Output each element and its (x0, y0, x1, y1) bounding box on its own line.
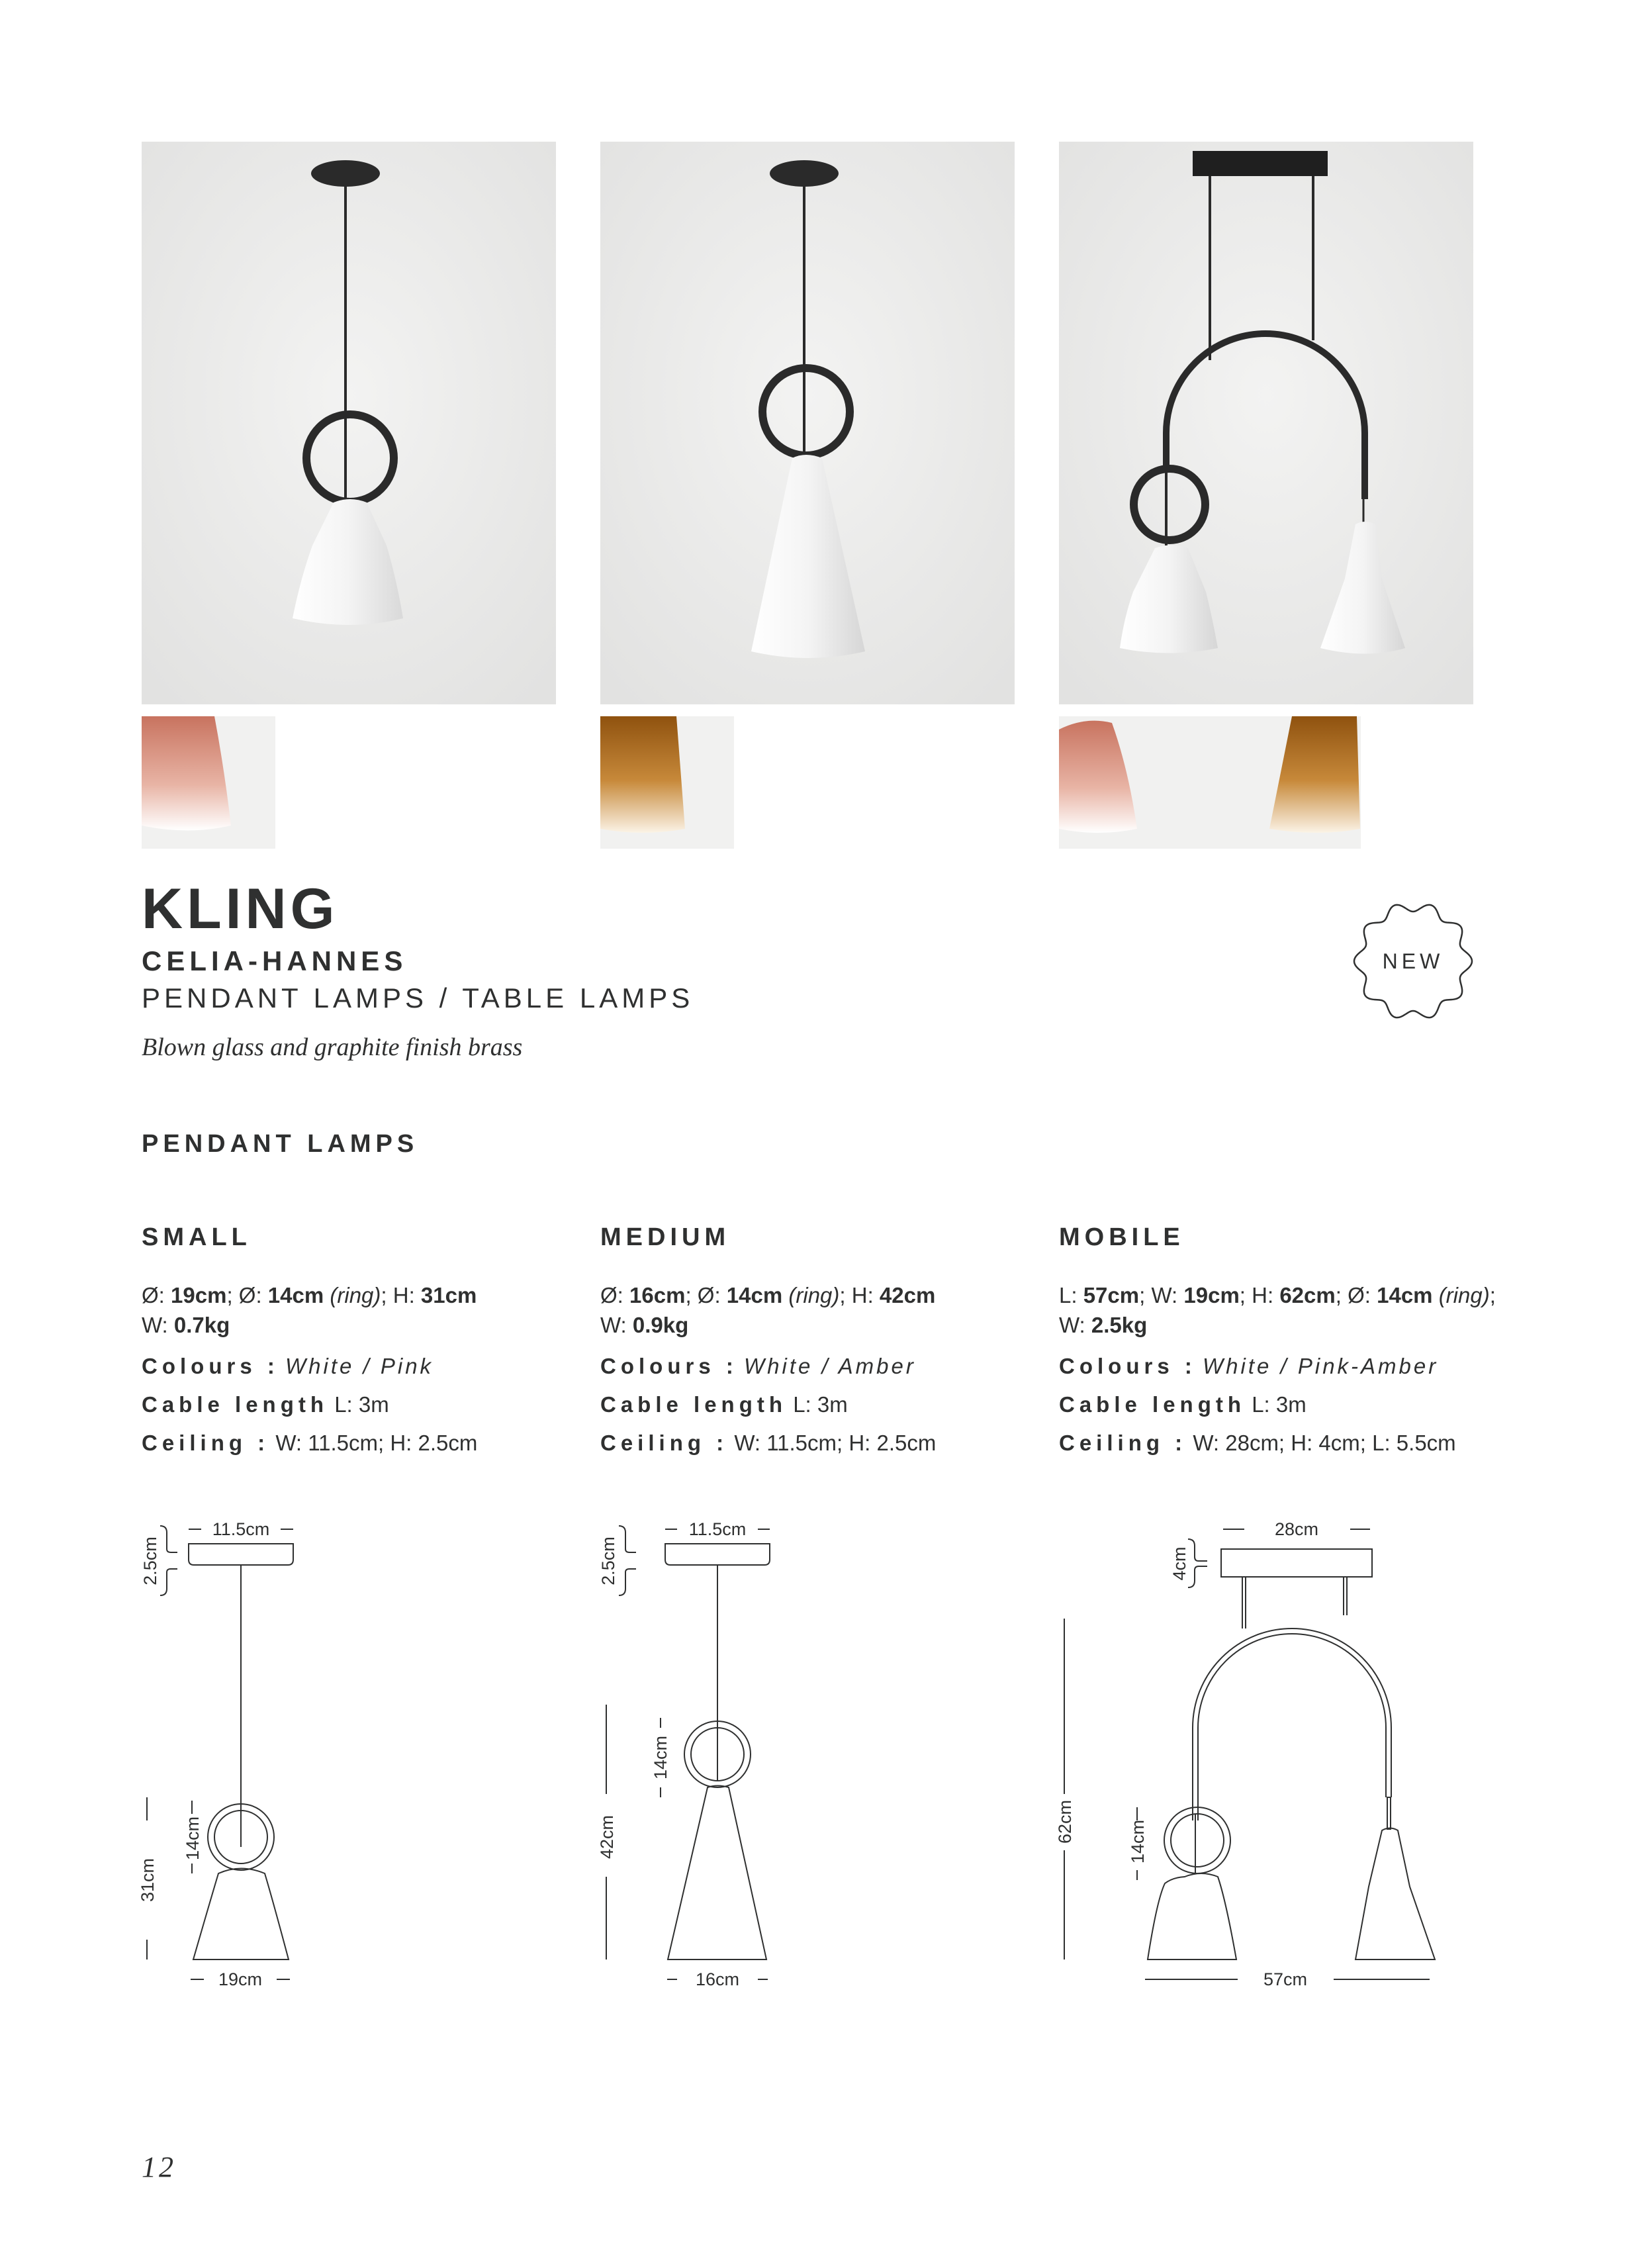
variant-dimensions: L: 57cm; W: 19cm; H: 62cm; Ø: 14cm (ring); W: 2.5kg (1059, 1283, 1496, 1337)
dim-top: 11.5cm (688, 1519, 747, 1539)
photo-mobile-pendant (1059, 142, 1473, 704)
spec-column-medium (600, 1225, 1103, 1455)
variant-name: MOBILE (1059, 1223, 1185, 1251)
photo-small-pendant (142, 142, 556, 704)
drawing-small (119, 1503, 318, 2006)
page-number: 12 (142, 2151, 176, 2183)
swatch-pink-amber-glass (1059, 716, 1361, 849)
new-badge (1347, 895, 1479, 1027)
dim-ring: 14cm (1128, 1819, 1148, 1864)
spec-column-small (142, 1225, 645, 1455)
dim-width: 16cm (695, 1969, 740, 1989)
drawing-mobile (1046, 1503, 1456, 2006)
dim-height: 42cm (597, 1815, 617, 1860)
variant-dimensions: Ø: 16cm; Ø: 14cm (ring); H: 42cm W: 0.9kg (600, 1283, 936, 1337)
dim-height: 62cm (1055, 1799, 1075, 1844)
dim-canopy: 2.5cm (140, 1536, 160, 1585)
ceiling-row: Ceiling : W: 11.5cm; H: 2.5cm (600, 1431, 937, 1455)
cable-row: Cable length L: 3m (142, 1392, 389, 1417)
cable-row: Cable length L: 3m (600, 1392, 848, 1417)
product-material: Blown glass and graphite finish brass (142, 1033, 523, 1061)
colours-row: Colours : White / Pink (142, 1354, 434, 1378)
new-badge-label: NEW (1382, 949, 1444, 973)
variant-name: MEDIUM (600, 1223, 731, 1251)
variant-name: SMALL (142, 1223, 252, 1251)
swatch-pink-glass (142, 716, 275, 849)
product-title: KLING (142, 877, 339, 941)
ceiling-row: Ceiling : W: 11.5cm; H: 2.5cm (142, 1431, 478, 1455)
product-category: PENDANT LAMPS / TABLE LAMPS (142, 982, 694, 1014)
cable-row: Cable length L: 3m (1059, 1392, 1307, 1417)
dim-ring: 14cm (651, 1735, 670, 1780)
spec-column-mobile (1059, 1225, 1562, 1455)
dim-top: 28cm (1274, 1519, 1319, 1539)
dim-top: 11.5cm (212, 1519, 270, 1539)
section-title: PENDANT LAMPS (142, 1130, 419, 1158)
photo-medium-pendant (600, 142, 1015, 704)
colours-row: Colours : White / Amber (600, 1354, 916, 1378)
ceiling-row: Ceiling : W: 28cm; H: 4cm; L: 5.5cm (1059, 1431, 1456, 1455)
dim-canopy: 4cm (1170, 1546, 1189, 1581)
dim-width: 57cm (1263, 1969, 1308, 1989)
dim-width: 19cm (218, 1969, 263, 1989)
colours-row: Colours : White / Pink-Amber (1059, 1354, 1439, 1378)
swatch-amber-glass (600, 716, 734, 849)
drawing-medium (578, 1503, 790, 2006)
designer-name: CELIA-HANNES (142, 945, 408, 976)
variant-dimensions: Ø: 19cm; Ø: 14cm (ring); H: 31cm W: 0.7kg (142, 1283, 477, 1337)
dim-canopy: 2.5cm (598, 1536, 618, 1585)
dim-ring: 14cm (183, 1816, 203, 1861)
dim-height: 31cm (138, 1858, 158, 1903)
